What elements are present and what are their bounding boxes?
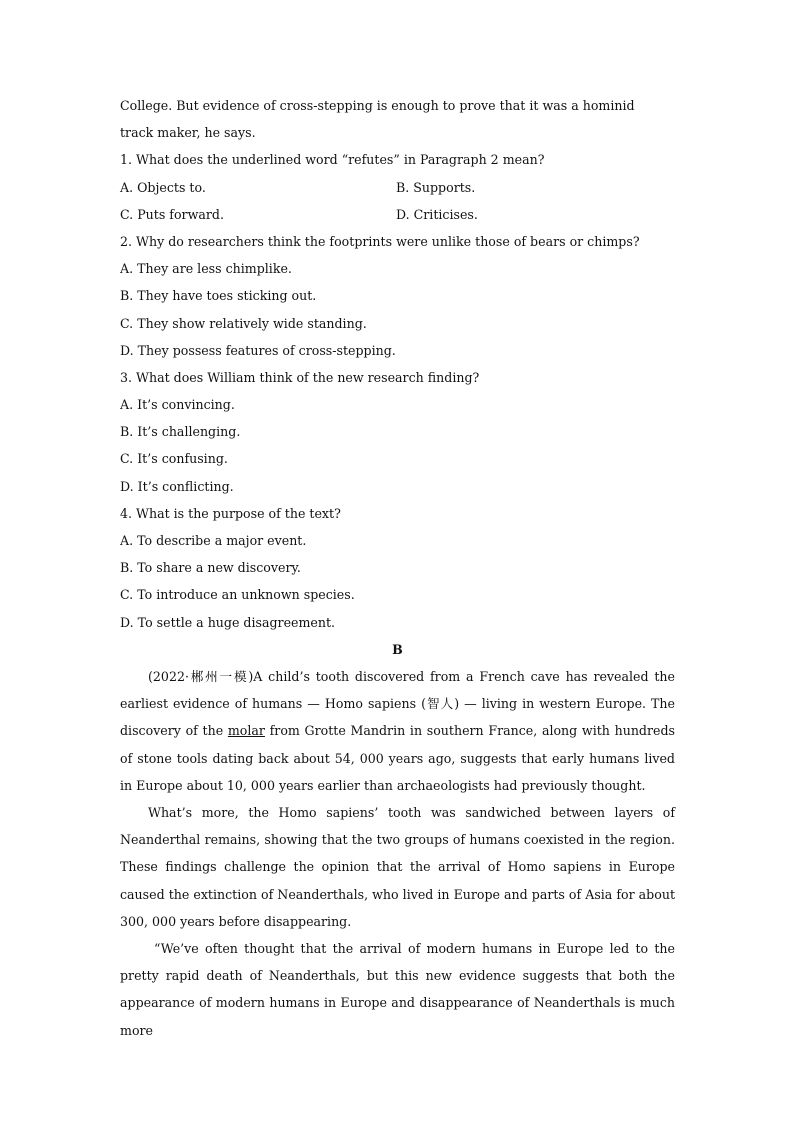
option-b: B. It’s challenging. xyxy=(120,424,241,440)
option-d: D. They possess features of cross-stepping. xyxy=(120,342,396,358)
section-b-title: B xyxy=(392,641,403,657)
option-b: B. To share a new discovery. xyxy=(120,560,301,576)
underlined-word: molar xyxy=(227,723,265,739)
intro-line: track maker, he says. xyxy=(120,125,256,141)
passage-paragraph-2 xyxy=(120,799,675,935)
option-a: A. They are less chimplike. xyxy=(120,261,292,277)
paragraph-text: from Grotte Mandrin in southern France, along with hundreds of stone tools dating back about 54, 000 years ago, suggests that early humans lived in Europe about 10, 000 years earlier than archaeologists had previously thought. xyxy=(120,723,675,793)
option-d: D. To settle a huge disagreement. xyxy=(120,614,336,630)
question-1-options-row xyxy=(120,174,675,201)
option-c: C. To introduce an unknown species. xyxy=(120,587,355,603)
question-1-stem: 1. What does the underlined word “refutes” in Paragraph 2 mean? xyxy=(120,152,545,168)
question-4-stem: 4. What is the purpose of the text? xyxy=(120,505,341,521)
option-d: D. Criticises. xyxy=(396,206,478,222)
option-a: A. It’s convincing. xyxy=(120,397,235,413)
paragraph-text: “We’ve often thought that the arrival of modern humans in Europe led to the pretty rapid death of Neanderthals, but this new evidence suggests that both the appearance of modern humans in Europe and disappearance of Neanderthals is much more xyxy=(120,940,675,1038)
intro-line: College. But evidence of cross-stepping is enough to prove that it was a hominid xyxy=(120,98,635,113)
option-c: C. It’s confusing. xyxy=(120,451,228,467)
passage-paragraph-3 xyxy=(120,935,675,1044)
paragraph-text: A child’s tooth discovered from a French cave has revealed the earliest evidence of humans — Homo sapiens (智人) — living in western Europe. The discovery of the xyxy=(120,668,675,739)
passage-paragraph-1 xyxy=(120,663,675,799)
paragraph-text: What’s more, the Homo sapiens’ tooth was sandwiched between layers of Neanderthal remains, showing that the two groups of humans coexisted in the region. These findings challenge the opinion that the arrival of Homo sapiens in Europe caused the extinction of Neanderthals, who lived in Europe and parts of Asia for about 300, 000 years before disappearing. xyxy=(120,804,675,929)
option-c: C. Puts forward. xyxy=(120,206,224,222)
question-1-options-row xyxy=(120,201,675,228)
source-tag: (2022·郴州一模) xyxy=(148,668,254,684)
option-a: A. Objects to. xyxy=(120,179,206,195)
option-d: D. It’s conflicting. xyxy=(120,478,234,494)
option-a: A. To describe a major event. xyxy=(120,533,307,548)
document-content xyxy=(120,92,675,1044)
question-3-stem: 3. What does William think of the new research finding? xyxy=(120,369,480,385)
option-b: B. They have toes sticking out. xyxy=(120,288,317,304)
option-c: C. They show relatively wide standing. xyxy=(120,315,367,331)
option-b: B. Supports. xyxy=(396,179,476,195)
question-2-stem: 2. Why do researchers think the footprints were unlike those of bears or chimps? xyxy=(120,233,640,249)
